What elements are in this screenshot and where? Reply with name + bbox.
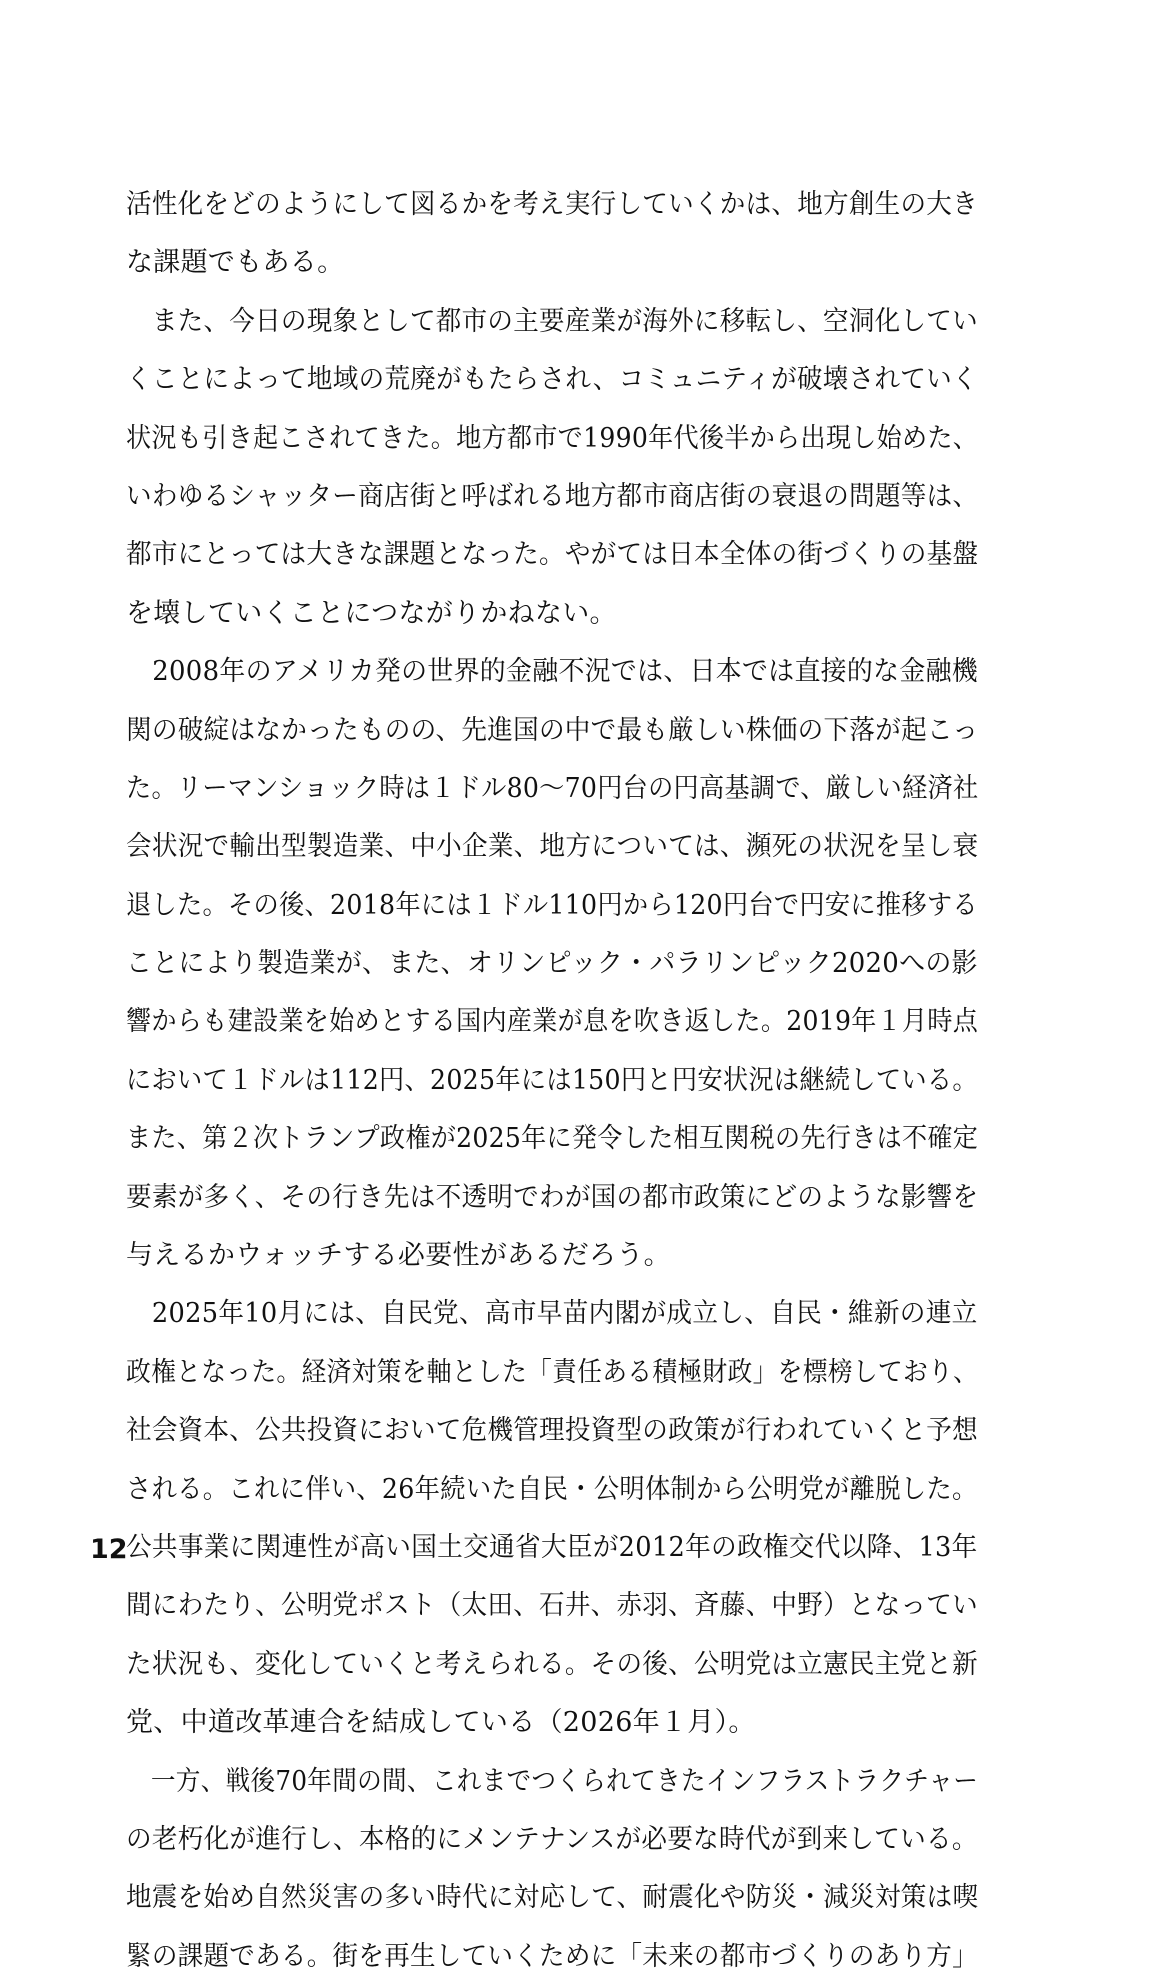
text-line: 緊の課題である。街を再生していくために「未来の都市づくりのあり方」: [126, 1940, 978, 1972]
text-line: 都市にとっては大きな課題となった。やがては日本全体の街づくりの基盤: [126, 539, 979, 571]
text-line: 社会資本、公共投資において危機管理投資型の政策が行われていくと予想: [126, 1415, 978, 1447]
text-line: ことにより製造業が、また、オリンピック・パラリンピック2020への影: [126, 948, 978, 980]
text-line: 政権となった。経済対策を軸とした「責任ある積極財政」を標榜しており、: [126, 1356, 979, 1388]
text-line: を壊していくことにつながりかねない。: [126, 597, 617, 629]
text-line: な課題でもある。: [126, 247, 345, 279]
text-line: 地震を始め自然災害の多い時代に対応して、耐震化や防災・減災対策は喫: [126, 1882, 979, 1914]
text-line: 2025年10月には、自民党、高市早苗内閣が成立し、自民・維新の連立: [126, 1298, 978, 1330]
text-line: 関の破綻はなかったものの、先進国の中で最も厳しい株価の下落が起こっ: [126, 714, 979, 746]
text-line: 与えるかウォッチする必要性があるだろう。: [126, 1240, 671, 1272]
body-text: [126, 176, 978, 1986]
text-line: の老朽化が進行し、本格的にメンテナンスが必要な時代が到来している。: [126, 1823, 978, 1855]
text-line: いわゆるシャッター商店街と呼ばれる地方都市商店街の衰退の問題等は、: [126, 480, 979, 512]
text-line: また、今日の現象として都市の主要産業が海外に移転し、空洞化してい: [126, 305, 978, 337]
text-line: た状況も、変化していくと考えられる。その後、公明党は立憲民主党と新: [126, 1648, 978, 1680]
text-line: た。リーマンショック時は１ドル80～70円台の円高基調で、厳しい経済社: [126, 772, 979, 804]
text-line: される。これに伴い、26年続いた自民・公明体制から公明党が離脱した。: [126, 1473, 978, 1505]
page-number: 12: [90, 1534, 128, 1565]
text-line: 活性化をどのようにして図るかを考え実行していくかは、地方創生の大き: [126, 189, 978, 220]
text-line: 退した。その後、2018年には１ドル110円から120円台で円安に推移する: [126, 889, 978, 921]
text-line: くことによって地域の荒廃がもたらされ、コミュニティが破壊されていく: [126, 364, 978, 396]
text-line: 党、中道改革連合を結成している（2026年１月）。: [126, 1707, 756, 1739]
text-line: 状況も引き起こされてきた。地方都市で1990年代後半から出現し始めた、: [126, 422, 979, 454]
text-line: において１ドルは112円、2025年には150円と円安状況は継続している。: [126, 1064, 978, 1096]
text-line: 公共事業に関連性が高い国土交通省大臣が2012年の政権交代以降、13年: [126, 1531, 978, 1563]
text-line: 2008年のアメリカ発の世界的金融不況では、日本では直接的な金融機: [126, 656, 979, 688]
text-line: 要素が多く、その行き先は不透明でわが国の都市政策にどのような影響を: [126, 1181, 979, 1213]
text-line: 響からも建設業を始めとする国内産業が息を吹き返した。2019年１月時点: [126, 1006, 979, 1038]
text-line: また、第２次トランプ政権が2025年に発令した相互関税の先行きは不確定: [126, 1123, 979, 1155]
text-line: 間にわたり、公明党ポスト（太田、石井、赤羽、斉藤、中野）となってい: [126, 1590, 978, 1622]
text-line: 会状況で輸出型製造業、中小企業、地方については、瀕死の状況を呈し衰: [126, 831, 979, 863]
text-line: 一方、戦後70年間の間、これまでつくられてきたインフラストラクチャー: [126, 1765, 979, 1797]
